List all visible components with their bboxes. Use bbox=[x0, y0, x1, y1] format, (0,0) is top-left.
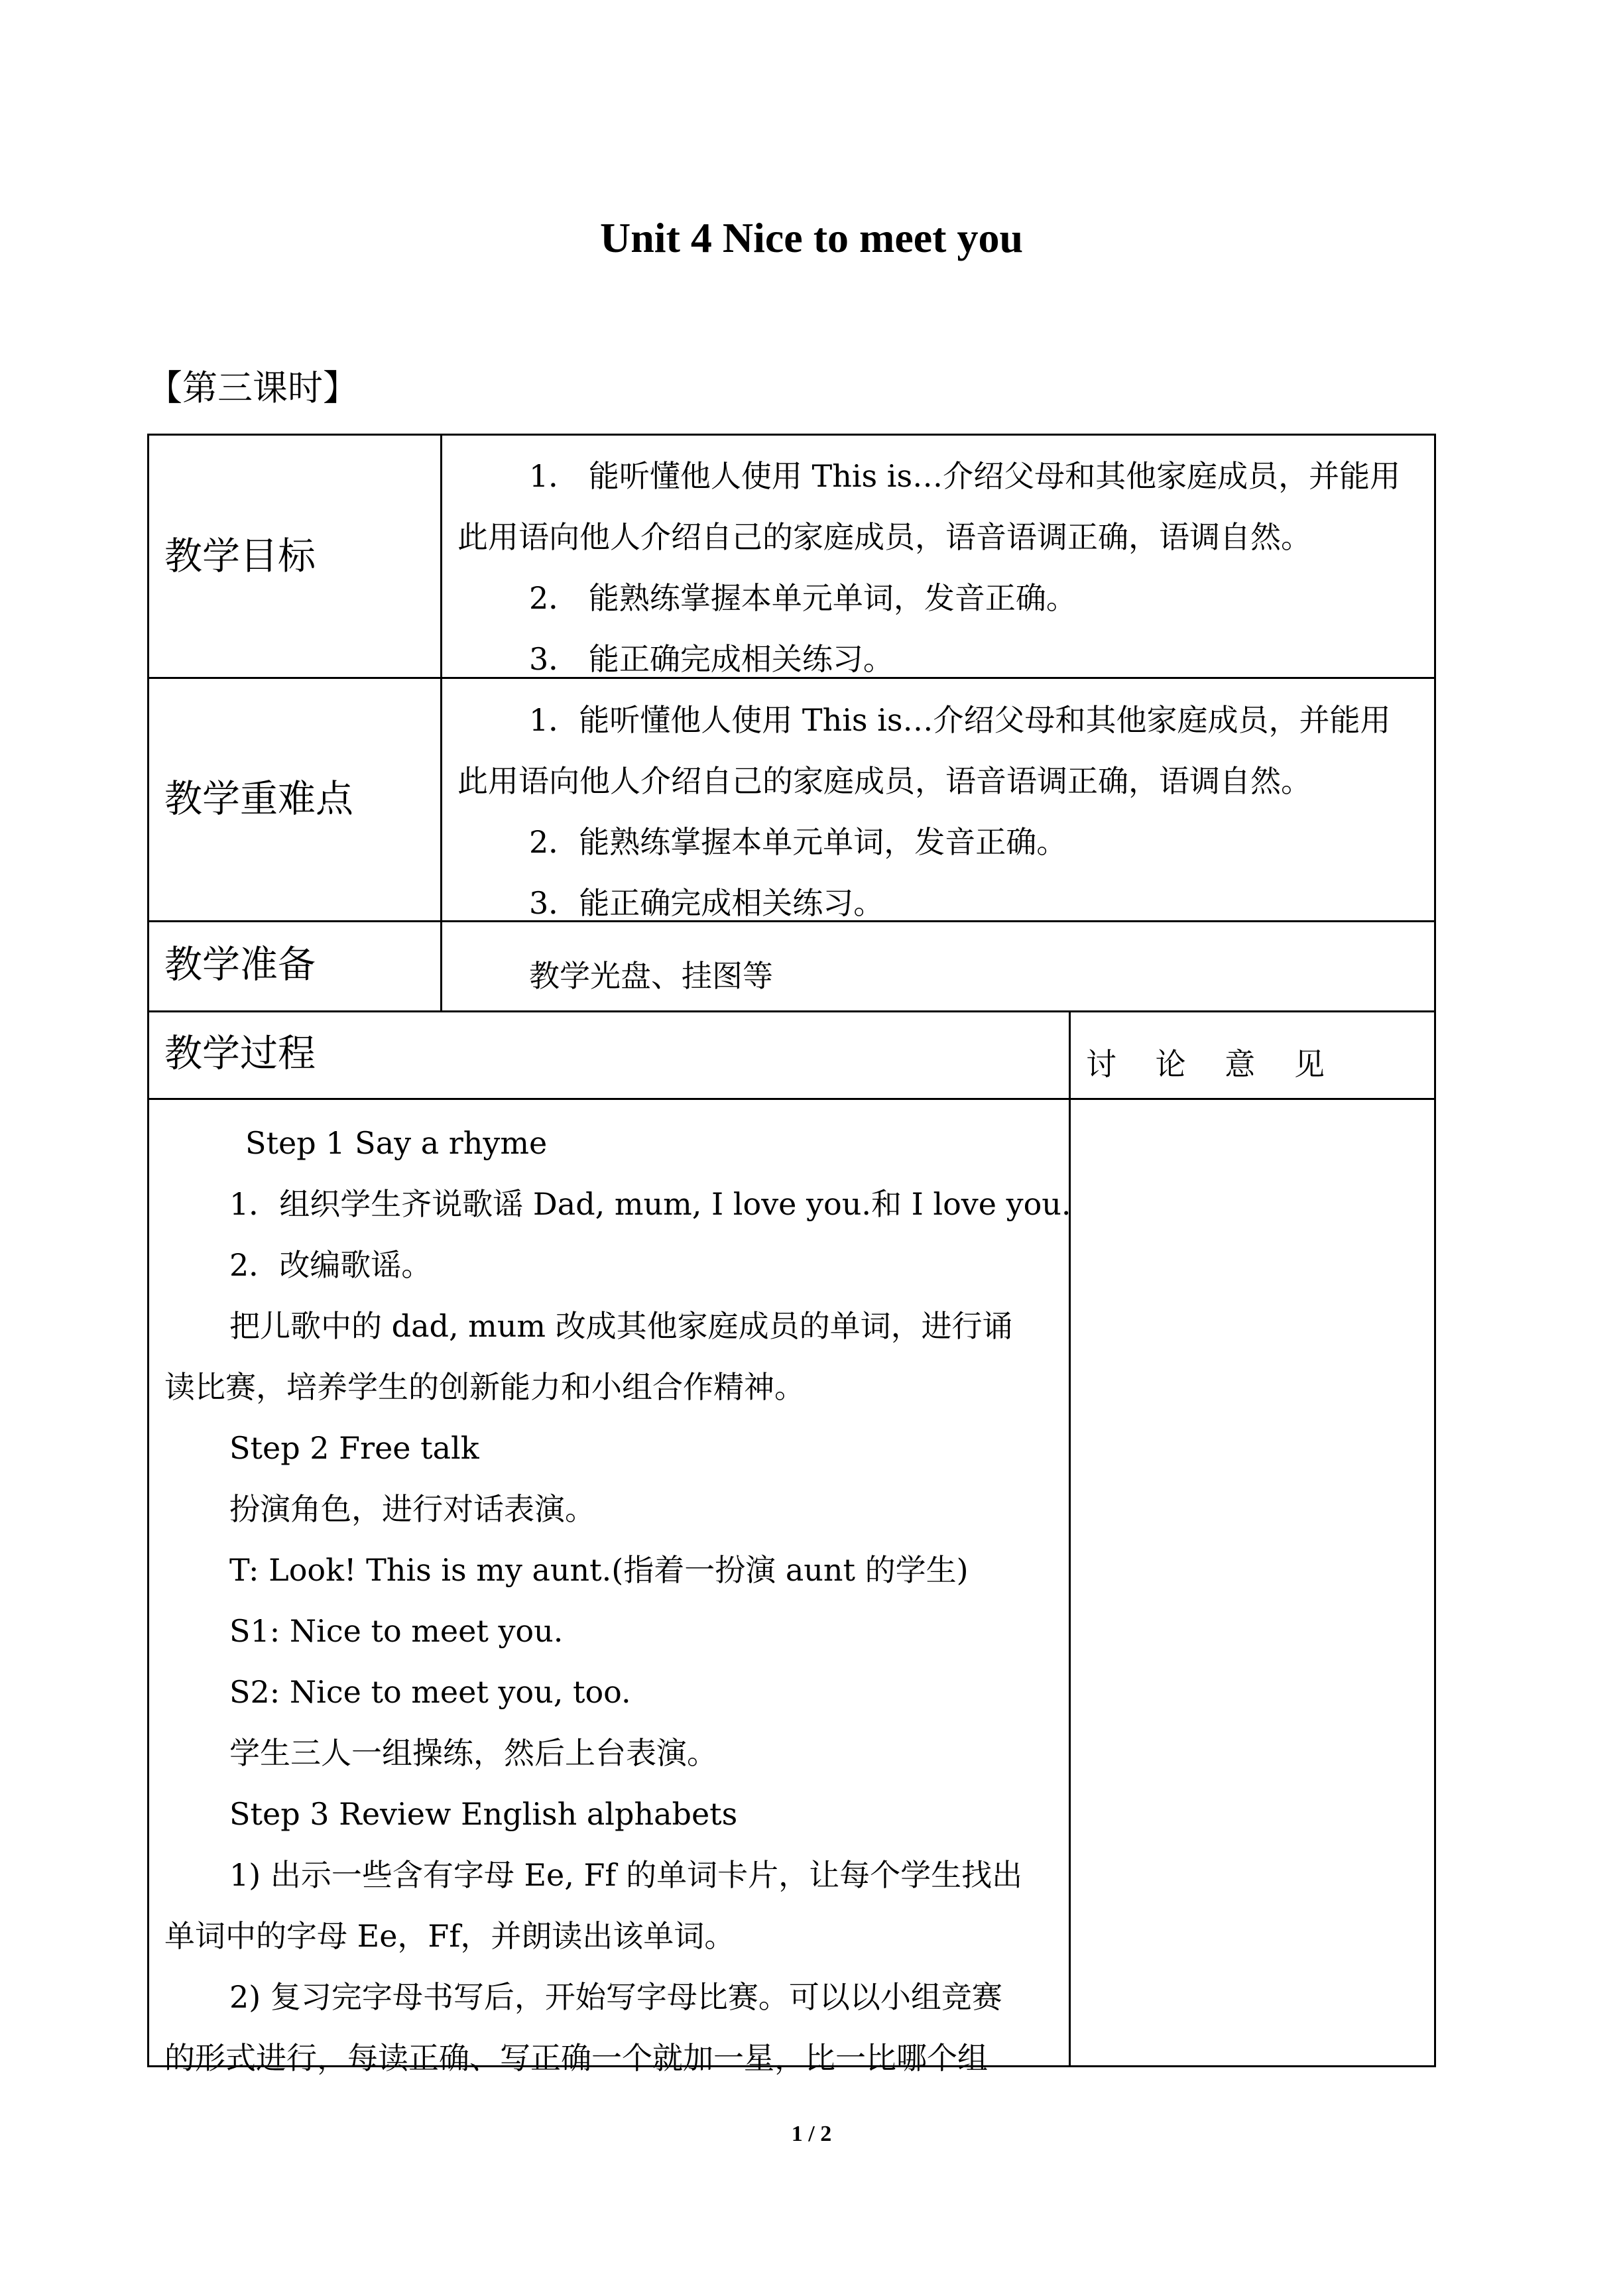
page-number: 1 / 2 bbox=[791, 2122, 832, 2146]
step-heading: Step 1 Say a rhyme bbox=[245, 1125, 548, 1161]
step-line: 扮演角色，进行对话表演。 bbox=[229, 1491, 595, 1527]
column-divider bbox=[1069, 1010, 1071, 2067]
discussion-label: 讨 论 意 见 bbox=[1086, 1046, 1339, 1082]
prep-label: 教学准备 bbox=[164, 943, 316, 987]
keypoints-line: 此用语向他人介绍自己的家庭成员，语音语调正确，语调自然。 bbox=[457, 763, 1311, 799]
keypoints-label: 教学重难点 bbox=[164, 777, 353, 821]
step-line: 学生三人一组操练，然后上台表演。 bbox=[229, 1735, 717, 1771]
goals-line: 1． 能听懂他人使用 This is…介绍父母和其他家庭成员，并能用 bbox=[529, 458, 1401, 494]
step-line: 2．改编歌谣。 bbox=[229, 1247, 432, 1283]
step-line: S2: Nice to meet you, too. bbox=[229, 1674, 631, 1710]
keypoints-line: 2．能熟练掌握本单元单词，发音正确。 bbox=[529, 824, 1067, 860]
row-divider bbox=[147, 1010, 1436, 1012]
step-heading: Step 2 Free talk bbox=[229, 1430, 479, 1466]
step-line: 把儿歌中的 dad, mum 改成其他家庭成员的单词，进行诵 bbox=[229, 1308, 1013, 1344]
document-title: Unit 4 Nice to meet you bbox=[599, 214, 1024, 261]
goals-label: 教学目标 bbox=[164, 534, 316, 578]
step-heading: Step 3 Review English alphabets bbox=[229, 1796, 738, 1832]
goals-text bbox=[457, 446, 1419, 690]
goals-line: 3． 能正确完成相关练习。 bbox=[529, 641, 894, 677]
step-line: 的形式进行，每读正确、写正确一个就加一星，比一比哪个组 bbox=[164, 2040, 988, 2076]
column-divider bbox=[440, 434, 442, 1010]
step-line: S1: Nice to meet you. bbox=[229, 1613, 564, 1649]
step-line: T: Look! This is my aunt.(指着一扮演 aunt 的学生) bbox=[229, 1552, 969, 1588]
keypoints-line: 1．能听懂他人使用 This is…介绍父母和其他家庭成员，并能用 bbox=[529, 702, 1391, 738]
goals-line: 2． 能熟练掌握本单元单词，发音正确。 bbox=[529, 580, 1077, 616]
prep-text: 教学光盘、挂图等 bbox=[529, 958, 773, 994]
lesson-heading: 【第三课时】 bbox=[147, 368, 358, 408]
row-divider bbox=[147, 1098, 1436, 1100]
step-line: 1．组织学生齐说歌谣 Dad, mum, I love you.和 I love you. bbox=[229, 1186, 1071, 1222]
keypoints-text bbox=[457, 690, 1419, 934]
step-line: 1) 出示一些含有字母 Ee, Ff 的单词卡片，让每个学生找出 bbox=[229, 1857, 1023, 1893]
step-line: 单词中的字母 Ee，Ff，并朗读出该单词。 bbox=[164, 1918, 735, 1954]
step-line: 2) 复习完字母书写后，开始写字母比赛。可以以小组竞赛 bbox=[229, 1979, 1002, 2015]
goals-line: 此用语向他人介绍自己的家庭成员，语音语调正确，语调自然。 bbox=[457, 519, 1311, 555]
process-steps bbox=[164, 1113, 1071, 2088]
process-label: 教学过程 bbox=[164, 1032, 316, 1075]
step-line: 读比赛，培养学生的创新能力和小组合作精神。 bbox=[164, 1369, 805, 1405]
keypoints-line: 3．能正确完成相关练习。 bbox=[529, 885, 884, 921]
